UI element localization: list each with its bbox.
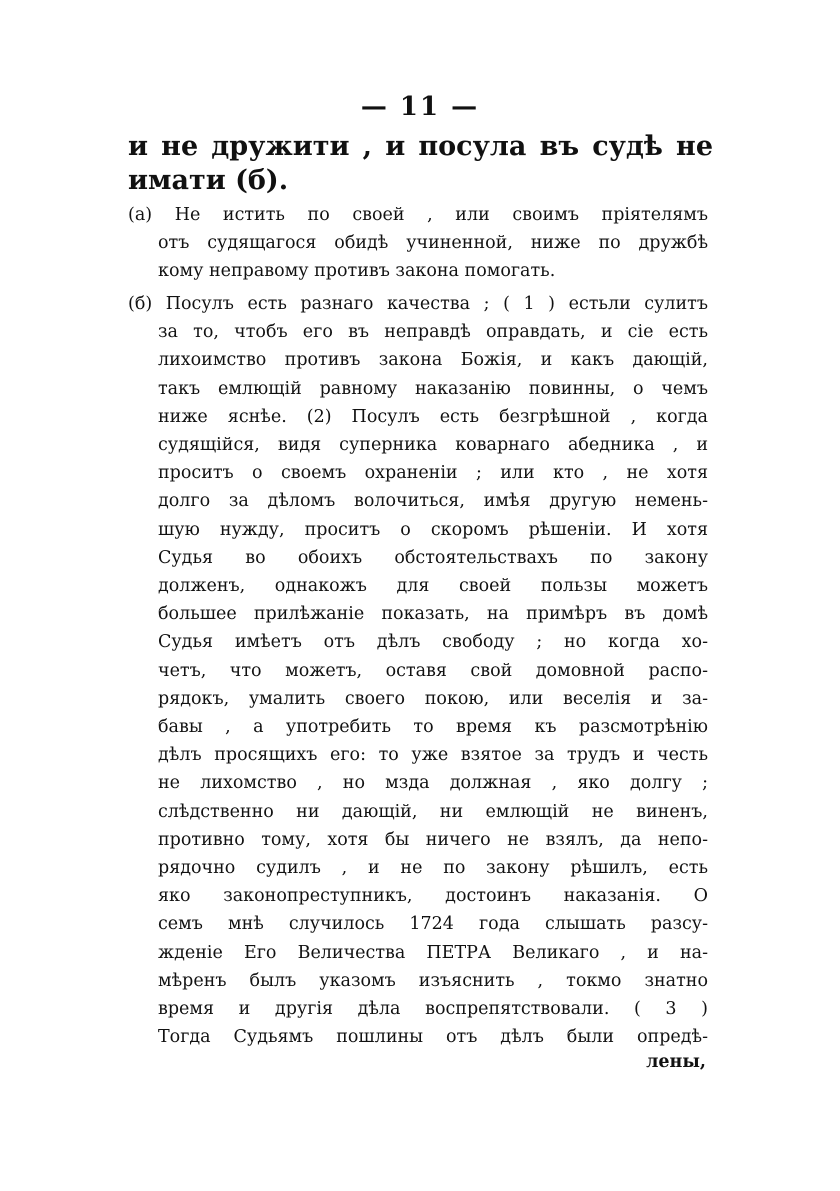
page-number: — 11 — [360, 92, 480, 122]
footnote-line: слѣдственно ни дающій, ни емлющій не виненъ, [158, 801, 708, 822]
footnote-line: мѣренъ былъ указомъ изъяснить , токмо знатно [158, 970, 708, 991]
footnote-line: Тогда Судьямъ пошлины отъ дѣлъ были опредѣ- [158, 1027, 708, 1048]
footnote-line: за то, чтобъ его въ неправдѣ оправдать, и сіе есть [158, 322, 708, 343]
footnote-line: время и другія дѣла воспрепятствовали. ( 3 ) [158, 999, 708, 1020]
footnote-line: такъ емлющій равному наказанію повинны, о чемъ [158, 378, 708, 399]
footnote-line: (б) Посулъ есть разнаго качества ; ( 1 ) естьли сулитъ [128, 294, 708, 314]
footnote-line: четъ, что можетъ, оставя свой домовной распо- [158, 660, 708, 681]
footnote-line: лихоимство противъ закона Божія, и какъ дающій, [158, 350, 708, 371]
footnote-line: кому неправому противъ закона помогать. [158, 261, 556, 282]
footnote-line: рядокъ, умалить своего покою, или веселія и за- [158, 688, 708, 709]
footnote-line: бавы , а употребить то время къ разсмотрѣнію [158, 717, 708, 738]
main-text-line: и не дружити , и посула въ судѣ не [128, 131, 713, 162]
footnote-line: шую нужду, проситъ о скоромъ рѣшеніи. И хотя [158, 519, 708, 540]
footnote-line: ниже яснѣе. (2) Посулъ есть безгрѣшной , когда [158, 406, 708, 427]
footnote-line: Судья имѣетъ отъ дѣлъ свободу ; но когда хо- [158, 632, 708, 653]
footnote-line: семъ мнѣ случилось 1724 года слышать разсу- [158, 914, 708, 935]
footnote-line: большее прилѣжаніе показать, на примѣръ въ домѣ [158, 604, 708, 625]
footnote-line: долго за дѣломъ волочиться, имѣя другую немень- [158, 491, 708, 512]
footnote-line: жденіе Его Величества ПЕТРА Великаго , и на- [158, 942, 708, 963]
main-text-line: имати (б). [128, 165, 289, 196]
footnote-line: дѣлъ просящихъ его: то уже взятое за трудъ и честь [158, 745, 708, 766]
footnote-line: рядочно судилъ , и не по закону рѣшилъ, есть [158, 858, 708, 879]
footnote-line: яко законопреступникъ, достоинъ наказанія. О [158, 886, 708, 907]
footnote-line: проситъ о своемъ охраненіи ; или кто , не хотя [158, 463, 708, 484]
footnote-line: противно тому, хотя бы ничего не взялъ, да непо- [158, 829, 708, 850]
footnote-line: (а) Не истить по своей , или своимъ пріятелямъ [128, 205, 708, 225]
footnote-b [128, 290, 708, 1051]
footnote-line: долженъ, однакожъ для своей пользы можетъ [158, 576, 708, 597]
footnote-line: Судья во обоихъ обстоятельствахъ по закону [158, 547, 708, 568]
footnote-line: не лихомство , но мзда должная , яко долгу ; [158, 773, 708, 794]
footnote-line: судящійся, видя суперника коварнаго абедника , и [158, 435, 708, 456]
footnote-line: отъ судящагося обидѣ учиненной, ниже по дружбѣ [158, 233, 708, 254]
footnote-a [128, 201, 708, 286]
catchword: лены, [646, 1052, 706, 1072]
main-text-block [128, 130, 713, 198]
